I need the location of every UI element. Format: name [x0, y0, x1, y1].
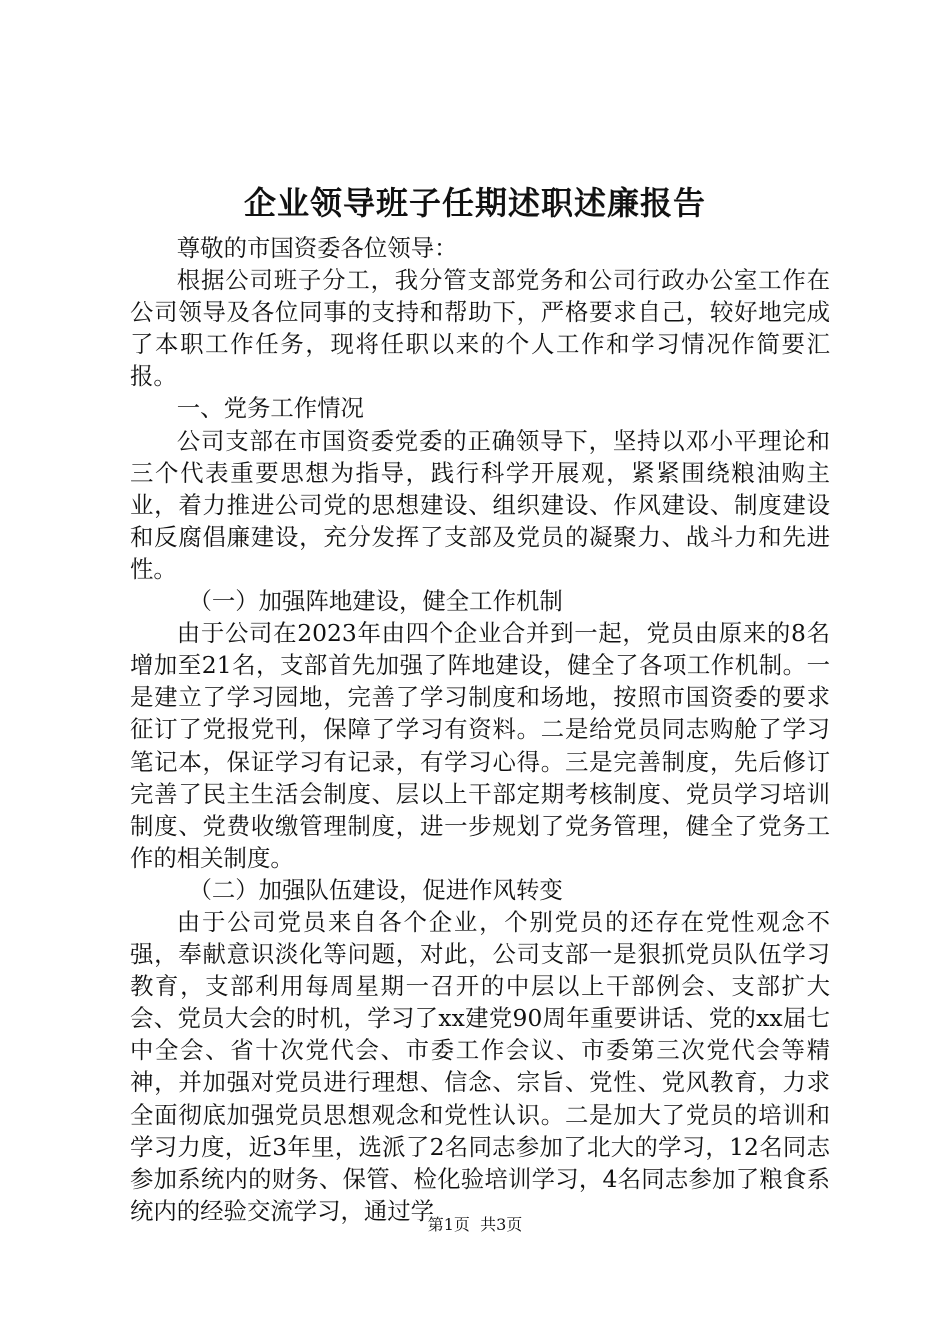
page-total: 共3页 — [480, 1215, 523, 1234]
paragraph-intro: 根据公司班子分工，我分管支部党务和公司行政办公室工作在公司领导及各位同事的支持和帮助下，严格要求自己，较好地完成了本职工作任务，现将任职以来的个人工作和学习情况作简要汇报。 — [130, 266, 830, 391]
page-footer — [0, 1215, 950, 1235]
paragraph-team-building: 由于公司党员来自各个企业，个别党员的还存在党性观念不强，奉献意识淡化等问题，对此，公司支部一是狠抓党员队伍学习教育，支部利用每周星期一召开的中层以上干部例会、支部扩大会、党员大会的时机，学习了xx建党90周年重要讲话、党的xx届七中全会、省十次党代会、市委工作会议、市委第三次党代会等精神，并加强对党员进行理想、信念、宗旨、党性、党风教育，力求全面彻底加强党员思想观念和党性认识。二是加大了党员的培训和学习力度，近3年里，选派了2名同志参加了北大的学习，12名同志参加系统内的财务、保管、检化验培训学习，4名同志参加了粮食系统内的经验交流学习，通过学 — [130, 907, 830, 1225]
salutation: 尊敬的市国资委各位领导： — [176, 234, 458, 262]
subsection-heading-1: （一）加强阵地建设，健全工作机制 — [188, 587, 563, 616]
document-title: 企业领导班子任期述职述廉报告 — [243, 184, 706, 222]
section-heading: 一、党务工作情况 — [176, 394, 364, 423]
page-number: 第1页 — [427, 1215, 470, 1234]
document-body — [130, 232, 830, 1227]
paragraph-position-building: 由于公司在2023年由四个企业合并到一起，党员由原来的8名增加至21名，支部首先加强了阵地建设，健全了各项工作机制。一是建立了学习园地，完善了学习制度和场地，按照市国资委的要求征订了党报党刊，保障了学习有资料。二是给党员同志购舱了学习笔记本，保证学习有记录，有学习心得。三是完善制度，先后修订完善了民主生活会制度、层以上干部定期考核制度、党员学习培训制度、党费收缴管理制度，进一步规划了党务管理，健全了党务工作的相关制度。 — [130, 619, 830, 872]
subsection-heading-2: （二）加强队伍建设，促进作风转变 — [188, 875, 563, 904]
paragraph-party-work: 公司支部在市国资委党委的正确领导下，坚持以邓小平理论和三个代表重要思想为指导，践行科学开展观，紧紧围绕粮油购主业，着力推进公司党的思想建设、组织建设、作风建设、制度建设和反腐倡廉建设，充分发挥了支部及党员的凝聚力、战斗力和先进性。 — [130, 426, 830, 583]
